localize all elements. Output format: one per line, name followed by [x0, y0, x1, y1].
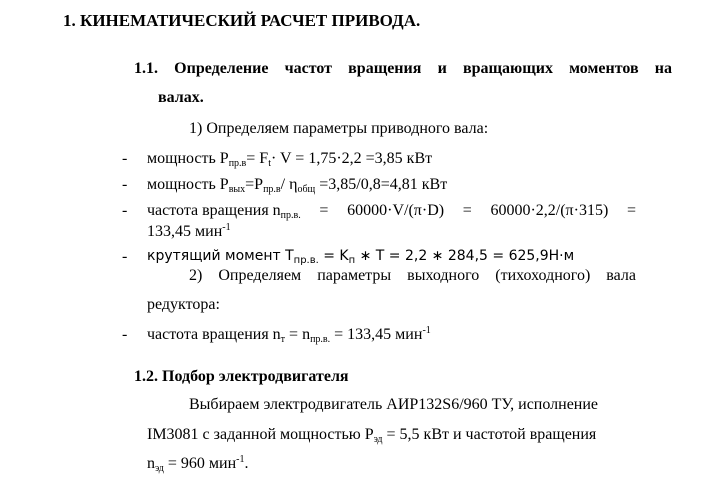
- text: 133,45 мин: [147, 223, 223, 240]
- text: = n: [285, 326, 311, 343]
- bullet-dash: -: [122, 326, 128, 343]
- rotation-speed-result: [147, 224, 231, 240]
- text: Определяем: [218, 267, 302, 284]
- text: = 5,5 кВт и частотой вращения: [382, 426, 597, 443]
- text: =: [626, 202, 636, 219]
- heading-word: моментов: [569, 60, 639, 77]
- text: IM3081 с заданной мощностью P: [147, 426, 374, 443]
- superscript: -1: [222, 222, 231, 233]
- subscript: пр.в.: [280, 210, 301, 221]
- bullet-dash: -: [122, 150, 128, 167]
- text: 60000·V/(π·D): [347, 202, 445, 219]
- text: частота вращения n: [147, 326, 281, 343]
- heading-word: вращения: [348, 60, 422, 77]
- subsection-heading-1-1: [134, 61, 672, 77]
- step-2-continued: редуктора:: [147, 296, 220, 313]
- subsection-heading-1-2: 1.2. Подбор электродвигателя: [134, 368, 349, 385]
- motor-paragraph-line-3: [147, 456, 249, 472]
- text: = 133,45 мин: [330, 326, 423, 343]
- torque-line: [147, 248, 575, 266]
- subscript: t: [268, 158, 271, 169]
- step-1-text: 1) Определяем параметры приводного вала:: [189, 120, 489, 137]
- text: выходного: [407, 267, 480, 284]
- heading-word: на: [654, 60, 672, 77]
- superscript: -1: [422, 325, 431, 336]
- bullet-dash: -: [122, 248, 128, 265]
- power-input-line: [147, 151, 432, 167]
- text: =: [319, 202, 329, 219]
- text: мощность P: [147, 176, 229, 193]
- text: = K: [318, 248, 349, 264]
- subscript: п: [348, 255, 356, 266]
- heading-word: 1.1.: [134, 60, 158, 77]
- subscript: вых: [228, 184, 246, 195]
- text: мощность P: [147, 150, 229, 167]
- text: =3,85/0,8=4,81 кВт: [315, 176, 448, 193]
- output-speed-line: [147, 327, 431, 343]
- bullet-dash: -: [122, 176, 128, 193]
- subscript: пр.в: [263, 184, 281, 195]
- text: параметры: [317, 267, 392, 284]
- heading-word: вращающих: [462, 60, 553, 77]
- bullet-dash: -: [122, 202, 128, 219]
- subscript: эд: [155, 463, 164, 474]
- text: = 960 мин: [163, 455, 237, 472]
- text: 2): [189, 267, 203, 284]
- text: ∗ T = 2,2 ∗ 284,5 = 625,9Н·м: [355, 248, 575, 264]
- text: =: [462, 202, 472, 219]
- heading-word: и: [437, 60, 447, 77]
- text: вала: [606, 267, 636, 284]
- text: (тихоходного): [495, 267, 591, 284]
- text: 60000·2,2/(π·315): [490, 202, 609, 219]
- subscript: пр.в: [228, 158, 247, 169]
- section-heading: 1. КИНЕМАТИЧЕСКИЙ РАСЧЕТ ПРИВОДА.: [63, 11, 421, 30]
- text: частота вращения n: [147, 202, 281, 219]
- subsection-heading-1-1-continued: валах.: [158, 89, 204, 106]
- text: = F: [246, 150, 269, 167]
- subscript: эд: [373, 434, 383, 445]
- text: =P: [245, 176, 264, 193]
- motor-paragraph-line-2: [147, 427, 596, 443]
- subscript: пр.в.: [310, 334, 331, 345]
- heading-word: частот: [284, 60, 332, 77]
- superscript: -1: [236, 454, 245, 465]
- motor-paragraph-line-1: Выбираем электродвигатель АИР132S6/960 ТУ, исполнение: [189, 396, 599, 413]
- subscript: пр.в.: [293, 255, 319, 266]
- subscript: т: [280, 334, 286, 345]
- text: n: [147, 455, 155, 472]
- rotation-speed-line: [147, 203, 636, 219]
- step-2-text: [189, 268, 636, 284]
- text: [147, 203, 301, 219]
- power-output-line: [147, 177, 447, 193]
- text: .: [244, 455, 249, 472]
- text: крутящий момент T: [147, 248, 294, 264]
- subscript: общ: [297, 184, 316, 195]
- text: · V = 1,75·2,2 =3,85 кВт: [270, 150, 433, 167]
- text: / η: [280, 176, 298, 193]
- heading-word: Определение: [174, 60, 269, 77]
